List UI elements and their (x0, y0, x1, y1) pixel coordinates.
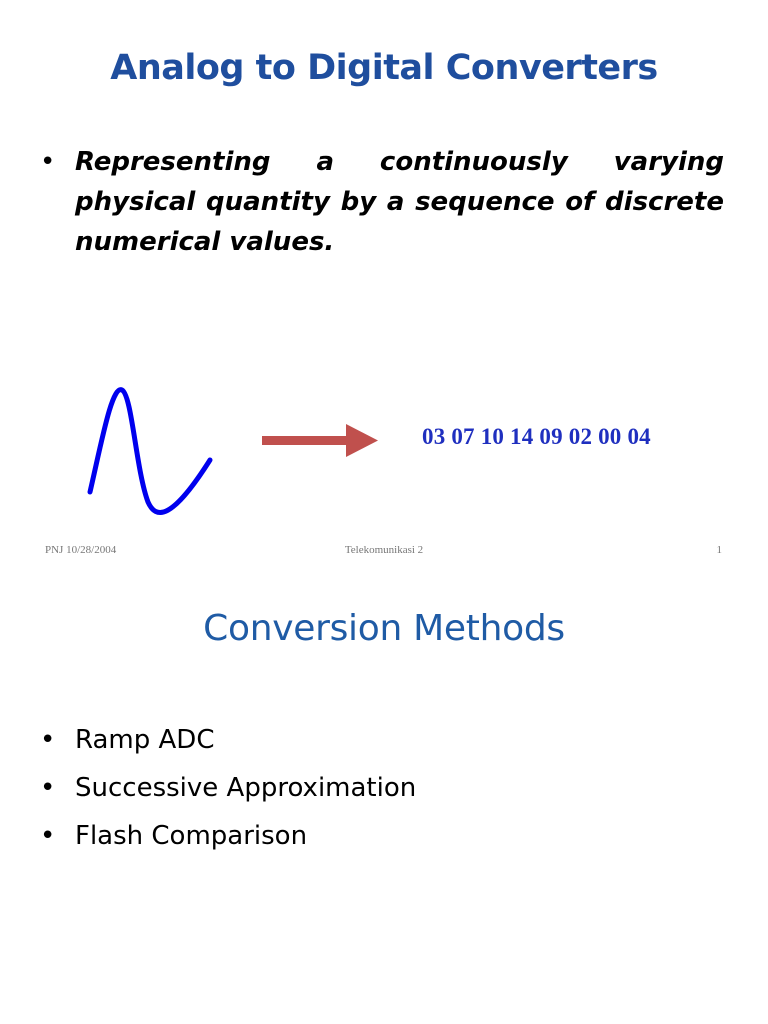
bullet-dot: • (40, 725, 56, 755)
list-item (40, 764, 724, 812)
bullet-text: Flash Comparison (75, 821, 308, 851)
analog-wave-icon (80, 380, 220, 525)
digital-values: 03 07 10 14 09 02 00 04 (422, 424, 651, 449)
right-arrow-icon (262, 420, 380, 460)
bullet-text: Representing a continuously varying physical quantity by a sequence of discrete numerical values. (75, 147, 724, 257)
bullet-text: Successive Approximation (75, 773, 417, 803)
list-item (40, 142, 724, 262)
slide-conversion-methods (0, 576, 768, 1024)
bullet-dot: • (40, 773, 56, 803)
definition-bullet (40, 142, 724, 262)
footer-date: PNJ 10/28/2004 (45, 544, 117, 556)
footer-page-number: 1 (716, 544, 722, 556)
slide-title: Conversion Methods (203, 608, 565, 649)
bullet-text: Ramp ADC (75, 725, 215, 755)
methods-list (40, 716, 724, 860)
footer-course: Telekomunikasi 2 (344, 544, 424, 556)
list-item (40, 812, 724, 860)
bullet-dot: • (40, 821, 56, 851)
list-item (40, 716, 724, 764)
bullet-dot: • (40, 147, 56, 177)
slide-title: Analog to Digital Converters (110, 48, 658, 88)
